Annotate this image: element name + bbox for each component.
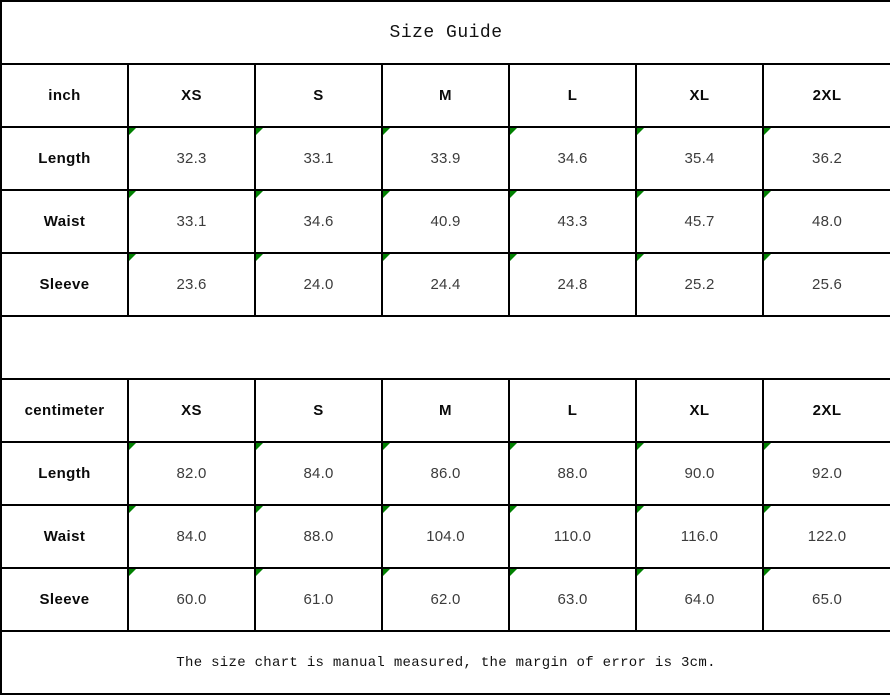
size-value: 122.0 xyxy=(807,528,847,545)
size-value-cell xyxy=(763,253,890,316)
size-value-cell xyxy=(255,127,382,190)
size-value: 92.0 xyxy=(812,465,843,482)
row-label-sleeve: Sleeve xyxy=(1,253,128,316)
column-header-xl: XL xyxy=(636,379,763,442)
footer-row xyxy=(1,631,890,694)
corner-triangle-icon xyxy=(383,254,390,261)
corner-triangle-icon xyxy=(383,569,390,576)
size-value: 86.0 xyxy=(430,465,461,482)
corner-triangle-icon xyxy=(256,128,263,135)
size-value: 23.6 xyxy=(176,276,207,293)
size-value-cell xyxy=(382,505,509,568)
size-value: 33.1 xyxy=(303,150,334,167)
corner-triangle-icon xyxy=(129,254,136,261)
centimeter-header-row xyxy=(1,379,890,442)
size-value: 24.8 xyxy=(557,276,588,293)
column-header-m: M xyxy=(382,379,509,442)
size-value: 48.0 xyxy=(812,213,843,230)
corner-triangle-icon xyxy=(256,191,263,198)
corner-triangle-icon xyxy=(637,191,644,198)
spacer-row xyxy=(1,316,890,379)
size-value: 33.9 xyxy=(430,150,461,167)
size-value: 63.0 xyxy=(557,591,588,608)
corner-triangle-icon xyxy=(256,254,263,261)
unit-header-inch: inch xyxy=(1,64,128,127)
column-header-l: L xyxy=(509,64,636,127)
size-value: 104.0 xyxy=(426,528,465,545)
corner-triangle-icon xyxy=(510,506,517,513)
table-row xyxy=(1,505,890,568)
size-value-cell xyxy=(255,442,382,505)
corner-triangle-icon xyxy=(129,569,136,576)
size-value-cell xyxy=(763,505,890,568)
size-value: 90.0 xyxy=(684,465,715,482)
size-value: 84.0 xyxy=(176,528,207,545)
size-value: 60.0 xyxy=(176,591,207,608)
column-header-l: L xyxy=(509,379,636,442)
table-row xyxy=(1,190,890,253)
corner-triangle-icon xyxy=(383,191,390,198)
size-value-cell xyxy=(255,568,382,631)
corner-triangle-icon xyxy=(637,443,644,450)
size-value-cell xyxy=(128,127,255,190)
corner-triangle-icon xyxy=(764,191,771,198)
column-header-xs: XS xyxy=(128,64,255,127)
size-value-cell xyxy=(636,505,763,568)
size-value: 32.3 xyxy=(176,150,207,167)
size-value-cell xyxy=(636,568,763,631)
size-value: 34.6 xyxy=(303,213,334,230)
corner-triangle-icon xyxy=(256,569,263,576)
size-value-cell xyxy=(763,127,890,190)
size-value-cell xyxy=(636,190,763,253)
column-header-xs: XS xyxy=(128,379,255,442)
corner-triangle-icon xyxy=(637,569,644,576)
corner-triangle-icon xyxy=(129,128,136,135)
size-value-cell xyxy=(509,442,636,505)
size-value: 43.3 xyxy=(557,213,588,230)
size-value: 33.1 xyxy=(176,213,207,230)
corner-triangle-icon xyxy=(256,443,263,450)
size-value: 62.0 xyxy=(430,591,461,608)
corner-triangle-icon xyxy=(764,254,771,261)
size-value: 24.0 xyxy=(303,276,334,293)
size-value-cell xyxy=(509,127,636,190)
size-value-cell xyxy=(128,190,255,253)
corner-triangle-icon xyxy=(510,569,517,576)
row-label-length: Length xyxy=(1,127,128,190)
size-value-cell xyxy=(128,505,255,568)
corner-triangle-icon xyxy=(764,569,771,576)
size-value: 84.0 xyxy=(303,465,334,482)
unit-header-centimeter: centimeter xyxy=(1,379,128,442)
size-value-cell xyxy=(763,568,890,631)
corner-triangle-icon xyxy=(637,128,644,135)
table-row xyxy=(1,442,890,505)
size-value-cell xyxy=(636,442,763,505)
size-value-cell xyxy=(382,190,509,253)
corner-triangle-icon xyxy=(764,506,771,513)
table-row xyxy=(1,253,890,316)
row-label-sleeve: Sleeve xyxy=(1,568,128,631)
size-value: 61.0 xyxy=(303,591,334,608)
row-label-waist: Waist xyxy=(1,190,128,253)
corner-triangle-icon xyxy=(129,191,136,198)
corner-triangle-icon xyxy=(510,191,517,198)
corner-triangle-icon xyxy=(764,128,771,135)
corner-triangle-icon xyxy=(764,443,771,450)
size-value-cell xyxy=(382,442,509,505)
size-value: 24.4 xyxy=(430,276,461,293)
size-value-cell xyxy=(636,127,763,190)
size-value: 40.9 xyxy=(430,213,461,230)
size-value: 116.0 xyxy=(680,528,719,545)
size-value: 65.0 xyxy=(812,591,843,608)
corner-triangle-icon xyxy=(383,128,390,135)
corner-triangle-icon xyxy=(637,506,644,513)
table-row xyxy=(1,568,890,631)
size-value-cell xyxy=(763,190,890,253)
column-header-2xl: 2XL xyxy=(763,64,890,127)
size-value: 110.0 xyxy=(553,528,592,545)
corner-triangle-icon xyxy=(383,443,390,450)
size-value: 34.6 xyxy=(557,150,588,167)
size-value: 88.0 xyxy=(557,465,588,482)
size-value: 35.4 xyxy=(684,150,715,167)
size-value-cell xyxy=(255,505,382,568)
size-value: 82.0 xyxy=(176,465,207,482)
corner-triangle-icon xyxy=(256,506,263,513)
size-value: 45.7 xyxy=(684,213,715,230)
corner-triangle-icon xyxy=(129,443,136,450)
spacer-cell xyxy=(1,316,890,379)
size-value-cell xyxy=(382,253,509,316)
size-value: 36.2 xyxy=(812,150,843,167)
size-value-cell xyxy=(636,253,763,316)
title-row xyxy=(1,1,890,64)
size-value-cell xyxy=(128,253,255,316)
corner-triangle-icon xyxy=(637,254,644,261)
row-label-length: Length xyxy=(1,442,128,505)
column-header-xl: XL xyxy=(636,64,763,127)
size-value: 25.2 xyxy=(684,276,715,293)
size-value: 25.6 xyxy=(812,276,843,293)
size-value-cell xyxy=(509,568,636,631)
size-value-cell xyxy=(128,568,255,631)
column-header-2xl: 2XL xyxy=(763,379,890,442)
row-label-waist: Waist xyxy=(1,505,128,568)
size-value-cell xyxy=(509,253,636,316)
column-header-s: S xyxy=(255,379,382,442)
size-value-cell xyxy=(382,568,509,631)
corner-triangle-icon xyxy=(510,443,517,450)
corner-triangle-icon xyxy=(510,254,517,261)
corner-triangle-icon xyxy=(129,506,136,513)
footer-note: The size chart is manual measured, the margin of error is 3cm. xyxy=(1,631,890,694)
page-title: Size Guide xyxy=(1,1,890,64)
size-value-cell xyxy=(509,505,636,568)
size-value-cell xyxy=(255,190,382,253)
size-value: 88.0 xyxy=(303,528,334,545)
size-value-cell xyxy=(763,442,890,505)
inch-header-row xyxy=(1,64,890,127)
size-value-cell xyxy=(255,253,382,316)
column-header-m: M xyxy=(382,64,509,127)
size-value-cell xyxy=(509,190,636,253)
corner-triangle-icon xyxy=(383,506,390,513)
size-value-cell xyxy=(128,442,255,505)
size-value: 64.0 xyxy=(684,591,715,608)
size-value-cell xyxy=(382,127,509,190)
corner-triangle-icon xyxy=(510,128,517,135)
table-row xyxy=(1,127,890,190)
column-header-s: S xyxy=(255,64,382,127)
